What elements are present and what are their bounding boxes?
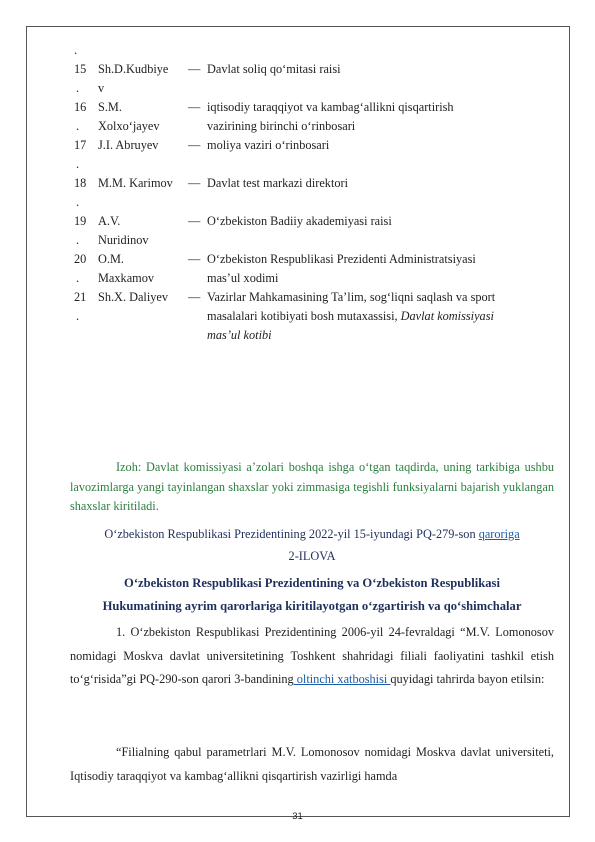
item-number: 20	[74, 252, 87, 266]
paragraph-2: “Filialning qabul parametrlari M.V. Lomonosov nomidagi Moskva davlat universiteti, Iqtisodiy taraqqiyot va kambag‘allikni qisqartirish vazirligi hamda	[70, 745, 554, 783]
dash: —	[188, 290, 201, 304]
dash: —	[188, 176, 201, 190]
item-dot: .	[76, 195, 80, 209]
member-position: O‘zbekiston Respublikasi Prezidenti Administratsiyasi	[207, 252, 476, 266]
member-name-cont: Maxkamov	[98, 271, 155, 285]
member-position: Davlat soliq qo‘mitasi raisi	[207, 62, 341, 76]
item-number: 21	[74, 290, 87, 304]
list-item	[74, 212, 554, 250]
item-dot: .	[76, 81, 80, 95]
item-dot: .	[76, 233, 80, 247]
member-name: Sh.D.Kudbiye	[98, 62, 169, 76]
item-number: 18	[74, 176, 87, 190]
list-item	[74, 60, 554, 98]
member-position-cont: mas’ul xodimi	[207, 271, 279, 285]
member-position: O‘zbekiston Badiiy akademiyasi raisi	[207, 214, 392, 228]
member-name-cont: v	[98, 81, 105, 95]
decree-text: O‘zbekiston Respublikasi Prezidentining 2022-yil 15-iyundagi PQ-279-son	[104, 527, 479, 541]
paragraph-1	[70, 621, 554, 692]
dash: —	[188, 214, 201, 228]
paragraph-1-text: 1. O‘zbekiston Respublikasi Prezidentining 2006-yil 24-fevraldagi “M.V. Lomonosov nomidagi Moskva davlat universitetining Toshkent shahridagi filiali faoliyatini tashkil etish to‘g‘risida”gi PQ-290-son qarori 3-bandining	[70, 625, 554, 686]
member-name: M.M. Karimov	[98, 176, 173, 190]
member-position-cont: vazirining birinchi o‘rinbosari	[207, 119, 356, 133]
decree-reference	[70, 527, 554, 542]
dash: —	[188, 252, 201, 266]
dash: —	[188, 62, 201, 76]
dash: —	[188, 138, 201, 152]
section-heading	[70, 572, 554, 618]
member-name: A.V.	[98, 214, 121, 228]
list-item	[74, 250, 554, 288]
list-item	[74, 98, 554, 136]
member-position: iqtisodiy taraqqiyot va kambag‘allikni qisqartirish	[207, 100, 454, 114]
member-position: Vazirlar Mahkamasining Ta’lim, sog‘liqni saqlash va sport	[207, 290, 496, 304]
decree-link[interactable]: qaroriga	[478, 527, 520, 541]
item-dot: .	[74, 43, 78, 57]
item-dot: .	[76, 157, 80, 171]
list-item	[74, 136, 554, 174]
member-position: Davlat test markazi direktori	[207, 176, 349, 190]
paragraph-1-tail: quyidagi tahrirda bayon etilsin:	[390, 672, 545, 686]
member-name-cont: Nuridinov	[98, 233, 149, 247]
member-name: S.M.	[98, 100, 122, 114]
member-position-cont	[207, 307, 557, 326]
item-number: 17	[74, 138, 87, 152]
list-item	[74, 41, 554, 60]
item-dot: .	[76, 271, 80, 285]
note-paragraph: Izoh: Davlat komissiyasi a’zolari boshqa ishga o‘tgan taqdirda, uning tarkibiga ushbu lavozimlarga yangi tayinlangan shaxslar yoki zimmasiga tegishli funksiyalarni bajarish yuklangan shaxslar kiritiladi.	[70, 460, 554, 513]
annex-label: 2-ILOVA	[288, 549, 336, 563]
item-dot: .	[76, 309, 80, 323]
item-number: 15	[74, 62, 87, 76]
member-role-italic-cont: mas’ul kotibi	[207, 328, 272, 342]
heading-line-1: O‘zbekiston Respublikasi Prezidentining va O‘zbekiston Respublikasi	[124, 576, 500, 590]
item-dot: .	[76, 119, 80, 133]
member-role-italic: Davlat komissiyasi	[400, 309, 494, 323]
member-position-text: masalalari kotibiyati bosh mutaxassisi,	[207, 309, 398, 323]
dash: —	[188, 100, 201, 114]
page-number: 31	[292, 811, 303, 822]
member-name-cont: Xolxo‘jayev	[98, 119, 160, 133]
member-name: Sh.X. Daliyev	[98, 290, 169, 304]
member-name: J.I. Abruyev	[98, 138, 159, 152]
item-number: 16	[74, 100, 87, 114]
paragraph-1-link[interactable]: oltinchi xatboshisi	[293, 672, 391, 686]
item-number: 19	[74, 214, 87, 228]
heading-line-2: Hukumatining ayrim qarorlariga kiritilayotgan o‘zgartirish va qo‘shimchalar	[102, 599, 522, 613]
member-position: moliya vaziri o‘rinbosari	[207, 138, 330, 152]
member-name: O.M.	[98, 252, 124, 266]
list-item	[74, 174, 554, 212]
list-item	[74, 288, 554, 345]
